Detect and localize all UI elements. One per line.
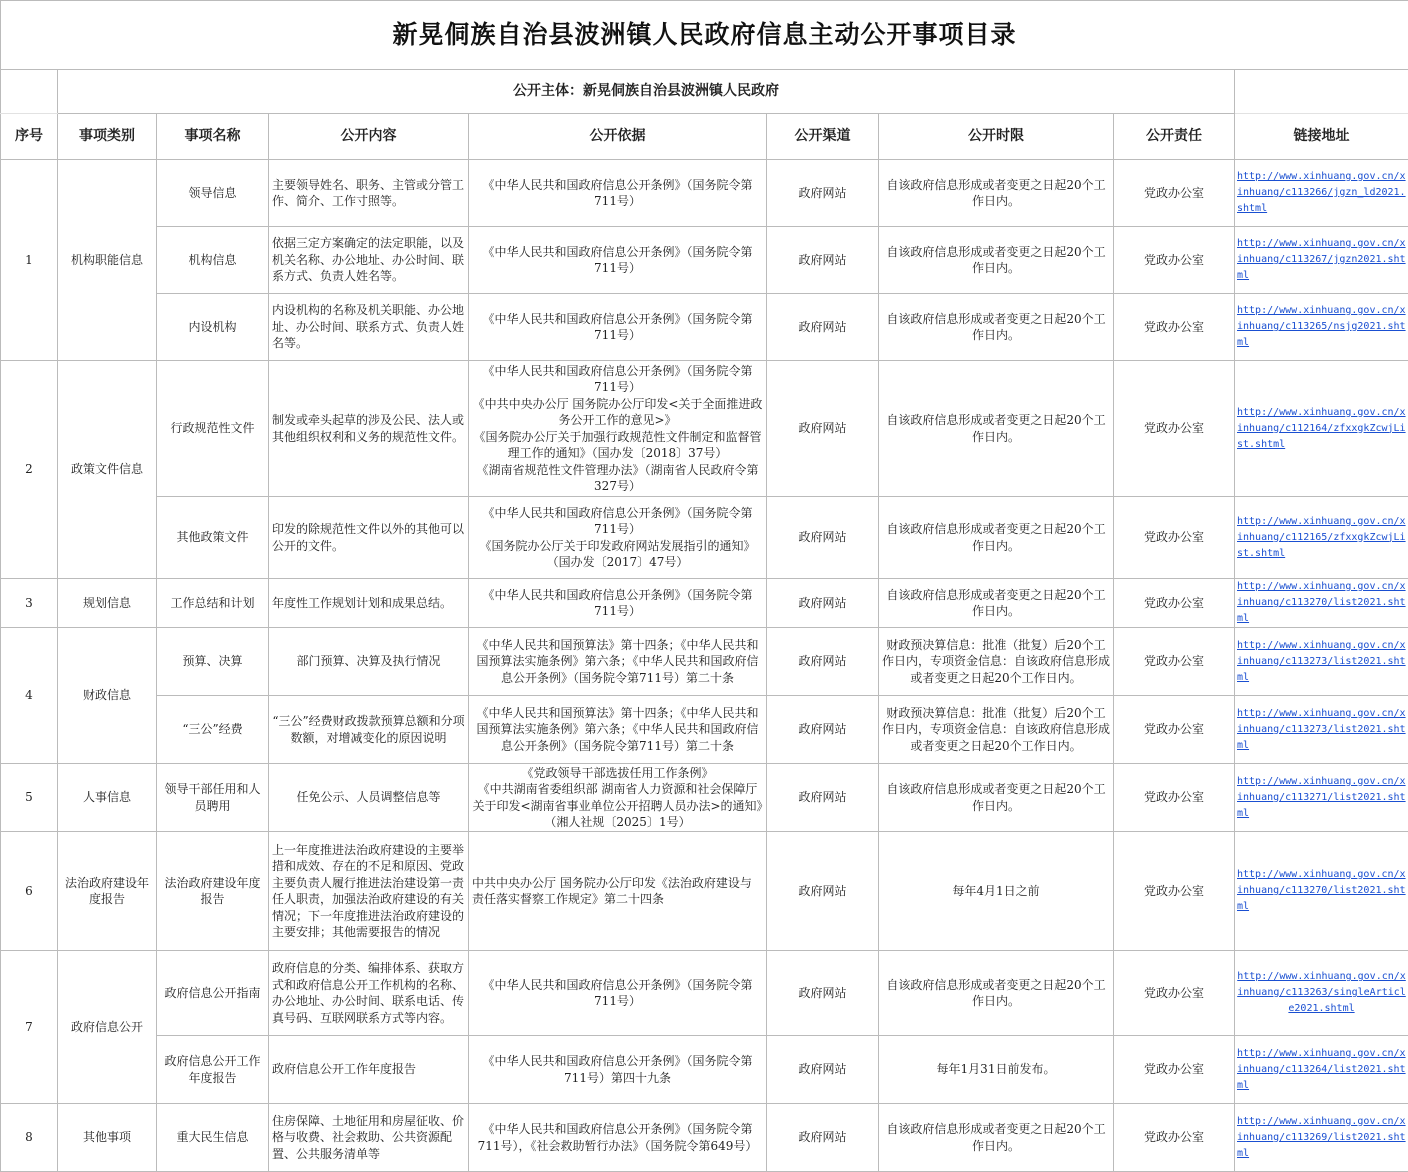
table-row xyxy=(1,361,1408,497)
link-cell[interactable]: http://www.xinhuang.gov.cn/xinhuang/c113273/list2021.shtml xyxy=(1235,696,1408,764)
channel-cell: 政府网站 xyxy=(767,832,879,951)
seq-cell: 8 xyxy=(1,1104,58,1172)
item-name-cell: 机构信息 xyxy=(157,227,269,294)
time-limit-cell: 每年1月31日前发布。 xyxy=(879,1036,1114,1104)
responsibility-cell: 党政办公室 xyxy=(1114,951,1235,1036)
link-cell[interactable]: http://www.xinhuang.gov.cn/xinhuang/c113270/list2021.shtml xyxy=(1235,832,1408,951)
table-row xyxy=(1,160,1408,227)
table-row xyxy=(1,227,1408,294)
time-limit-cell: 每年4月1日之前 xyxy=(879,832,1114,951)
item-name-cell: 重大民生信息 xyxy=(157,1104,269,1172)
category-cell: 政策文件信息 xyxy=(58,361,157,579)
time-limit-cell: 自该政府信息形成或者变更之日起20个工作日内。 xyxy=(879,361,1114,497)
seq-cell: 4 xyxy=(1,628,58,764)
table-row xyxy=(1,951,1408,1036)
basis-cell: 《中华人民共和国政府信息公开条例》（国务院令第711号）第四十九条 xyxy=(469,1036,767,1104)
basis-cell: 《中华人民共和国预算法》第十四条；《中华人民共和国预算法实施条例》第六条；《中华人民共和国政府信息公开条例》（国务院令第711号）第二十条 xyxy=(469,696,767,764)
basis-cell: 《中华人民共和国政府信息公开条例》（国务院令第711号） xyxy=(469,951,767,1036)
item-name-cell: 预算、决算 xyxy=(157,628,269,696)
category-cell: 法治政府建设年度报告 xyxy=(58,832,157,951)
channel-cell: 政府网站 xyxy=(767,361,879,497)
basis-cell: 《中华人民共和国政府信息公开条例》（国务院令第711号） xyxy=(469,294,767,361)
content-cell: “三公”经费财政拨款预算总额和分项数额，对增减变化的原因说明 xyxy=(269,696,469,764)
basis-cell: 《中华人民共和国政府信息公开条例》（国务院令第711号） xyxy=(469,160,767,227)
content-cell: 依据三定方案确定的法定职能，以及机关名称、办公地址、办公时间、联系方式、负责人姓名等。 xyxy=(269,227,469,294)
content-cell: 印发的除规范性文件以外的其他可以公开的文件。 xyxy=(269,497,469,579)
time-limit-cell: 自该政府信息形成或者变更之日起20个工作日内。 xyxy=(879,160,1114,227)
header-link: 链接地址 xyxy=(1235,114,1408,160)
time-limit-cell: 财政预决算信息：批准（批复）后20个工作日内，专项资金信息：自该政府信息形成或者变更之日起20个工作日内。 xyxy=(879,628,1114,696)
blank-cell xyxy=(1235,70,1408,114)
header-content: 公开内容 xyxy=(269,114,469,160)
category-cell: 政府信息公开 xyxy=(58,951,157,1104)
item-name-cell: 工作总结和计划 xyxy=(157,579,269,628)
category-cell: 其他事项 xyxy=(58,1104,157,1172)
link-cell[interactable]: http://www.xinhuang.gov.cn/xinhuang/c113265/nsjg2021.shtml xyxy=(1235,294,1408,361)
channel-cell: 政府网站 xyxy=(767,227,879,294)
content-cell: 主要领导姓名、职务、主管或分管工作、简介、工作寸照等。 xyxy=(269,160,469,227)
content-cell: 住房保障、土地征用和房屋征收、价格与收费、社会救助、公共资源配置、公共服务清单等 xyxy=(269,1104,469,1172)
responsibility-cell: 党政办公室 xyxy=(1114,696,1235,764)
content-cell: 制发或牵头起草的涉及公民、法人或其他组织权利和义务的规范性文件。 xyxy=(269,361,469,497)
time-limit-cell: 自该政府信息形成或者变更之日起20个工作日内。 xyxy=(879,951,1114,1036)
link-cell[interactable]: http://www.xinhuang.gov.cn/xinhuang/c113270/list2021.shtml xyxy=(1235,579,1408,628)
channel-cell: 政府网站 xyxy=(767,951,879,1036)
time-limit-cell: 自该政府信息形成或者变更之日起20个工作日内。 xyxy=(879,764,1114,832)
table-row xyxy=(1,764,1408,832)
channel-cell: 政府网站 xyxy=(767,1036,879,1104)
channel-cell: 政府网站 xyxy=(767,764,879,832)
category-cell: 人事信息 xyxy=(58,764,157,832)
header-channel: 公开渠道 xyxy=(767,114,879,160)
time-limit-cell: 自该政府信息形成或者变更之日起20个工作日内。 xyxy=(879,497,1114,579)
link-cell[interactable]: http://www.xinhuang.gov.cn/xinhuang/c113264/list2021.shtml xyxy=(1235,1036,1408,1104)
time-limit-cell: 财政预决算信息：批准（批复）后20个工作日内，专项资金信息：自该政府信息形成或者变更之日起20个工作日内。 xyxy=(879,696,1114,764)
responsibility-cell: 党政办公室 xyxy=(1114,1104,1235,1172)
channel-cell: 政府网站 xyxy=(767,1104,879,1172)
seq-cell: 5 xyxy=(1,764,58,832)
content-cell: 任免公示、人员调整信息等 xyxy=(269,764,469,832)
item-name-cell: 法治政府建设年度报告 xyxy=(157,832,269,951)
responsibility-cell: 党政办公室 xyxy=(1114,294,1235,361)
table-row xyxy=(1,832,1408,951)
item-name-cell: 领导干部任用和人员聘用 xyxy=(157,764,269,832)
link-cell[interactable]: http://www.xinhuang.gov.cn/xinhuang/c112165/zfxxgkZcwjList.shtml xyxy=(1235,497,1408,579)
item-name-cell: “三公”经费 xyxy=(157,696,269,764)
table-row xyxy=(1,497,1408,579)
item-name-cell: 政府信息公开工作年度报告 xyxy=(157,1036,269,1104)
table-row xyxy=(1,696,1408,764)
category-cell: 财政信息 xyxy=(58,628,157,764)
header-row xyxy=(1,114,1408,160)
channel-cell: 政府网站 xyxy=(767,160,879,227)
time-limit-cell: 自该政府信息形成或者变更之日起20个工作日内。 xyxy=(879,227,1114,294)
basis-cell: 《中华人民共和国政府信息公开条例》（国务院令第711号） 《国务院办公厅关于印发政府网站发展指引的通知》（国办发〔2017〕47号） xyxy=(469,497,767,579)
table-row xyxy=(1,1104,1408,1172)
responsibility-cell: 党政办公室 xyxy=(1114,160,1235,227)
item-name-cell: 行政规范性文件 xyxy=(157,361,269,497)
link-cell[interactable]: http://www.xinhuang.gov.cn/xinhuang/c112164/zfxxgkZcwjList.shtml xyxy=(1235,361,1408,497)
channel-cell: 政府网站 xyxy=(767,294,879,361)
basis-cell: 中共中央办公厅 国务院办公厅印发《法治政府建设与责任落实督察工作规定》第二十四条 xyxy=(469,832,767,951)
item-name-cell: 领导信息 xyxy=(157,160,269,227)
header-seq: 序号 xyxy=(1,114,58,160)
table-row xyxy=(1,294,1408,361)
content-cell: 上一年度推进法治政府建设的主要举措和成效、存在的不足和原因、党政主要负责人履行推进法治建设第一责任人职责，加强法治政府建设的有关情况；下一年度推进法治政府建设的主要安排；其他需要报告的情况 xyxy=(269,832,469,951)
responsibility-cell: 党政办公室 xyxy=(1114,579,1235,628)
table-row xyxy=(1,1036,1408,1104)
content-cell: 部门预算、决算及执行情况 xyxy=(269,628,469,696)
link-cell[interactable]: http://www.xinhuang.gov.cn/xinhuang/c113273/list2021.shtml xyxy=(1235,628,1408,696)
seq-cell: 6 xyxy=(1,832,58,951)
seq-cell: 7 xyxy=(1,951,58,1104)
responsibility-cell: 党政办公室 xyxy=(1114,832,1235,951)
category-cell: 机构职能信息 xyxy=(58,160,157,361)
header-responsibility: 公开责任 xyxy=(1114,114,1235,160)
seq-cell: 2 xyxy=(1,361,58,579)
channel-cell: 政府网站 xyxy=(767,497,879,579)
responsibility-cell: 党政办公室 xyxy=(1114,1036,1235,1104)
time-limit-cell: 自该政府信息形成或者变更之日起20个工作日内。 xyxy=(879,294,1114,361)
content-cell: 政府信息公开工作年度报告 xyxy=(269,1036,469,1104)
table-row xyxy=(1,628,1408,696)
time-limit-cell: 自该政府信息形成或者变更之日起20个工作日内。 xyxy=(879,579,1114,628)
header-basis: 公开依据 xyxy=(469,114,767,160)
content-cell: 内设机构的名称及机关职能、办公地址、办公时间、联系方式、负责人姓名等。 xyxy=(269,294,469,361)
basis-cell: 《党政领导干部选拔任用工作条例》 《中共湖南省委组织部 湖南省人力资源和社会保障厅关于印发<湖南省事业单位公开招聘人员办法>的通知》（湘人社规〔2025〕1号） xyxy=(469,764,767,832)
responsibility-cell: 党政办公室 xyxy=(1114,764,1235,832)
blank-cell xyxy=(1,70,58,114)
channel-cell: 政府网站 xyxy=(767,579,879,628)
responsibility-cell: 党政办公室 xyxy=(1114,361,1235,497)
link-cell[interactable]: http://www.xinhuang.gov.cn/xinhuang/c113271/list2021.shtml xyxy=(1235,764,1408,832)
content-cell: 年度性工作规划计划和成果总结。 xyxy=(269,579,469,628)
seq-cell: 3 xyxy=(1,579,58,628)
channel-cell: 政府网站 xyxy=(767,628,879,696)
item-name-cell: 内设机构 xyxy=(157,294,269,361)
header-category: 事项类别 xyxy=(58,114,157,160)
page-title: 新晃侗族自治县波洲镇人民政府信息主动公开事项目录 xyxy=(1,1,1408,70)
content-cell: 政府信息的分类、编排体系、获取方式和政府信息公开工作机构的名称、办公地址、办公时间、联系电话、传真号码、互联网联系方式等内容。 xyxy=(269,951,469,1036)
category-cell: 规划信息 xyxy=(58,579,157,628)
link-cell[interactable]: http://www.xinhuang.gov.cn/xinhuang/c113269/list2021.shtml xyxy=(1235,1104,1408,1172)
link-cell[interactable]: http://www.xinhuang.gov.cn/xinhuang/c113266/jgzn_ld2021.shtml xyxy=(1235,160,1408,227)
item-name-cell: 其他政策文件 xyxy=(157,497,269,579)
time-limit-cell: 自该政府信息形成或者变更之日起20个工作日内。 xyxy=(879,1104,1114,1172)
header-time-limit: 公开时限 xyxy=(879,114,1114,160)
basis-cell: 《中华人民共和国政府信息公开条例》（国务院令第711号） 《中共中央办公厅 国务院办公厅印发<关于全面推进政务公开工作的意见>》 《国务院办公厅关于加强行政规范性文件制定和监督管理工作的通知》（国办发〔2018〕37号） 《湖南省规范性文件管理办法》（湖南省人民政府令第327号） xyxy=(469,361,767,497)
link-cell[interactable]: http://www.xinhuang.gov.cn/xinhuang/c113263/singleArticle2021.shtml xyxy=(1235,951,1408,1036)
item-name-cell: 政府信息公开指南 xyxy=(157,951,269,1036)
header-item-name: 事项名称 xyxy=(157,114,269,160)
publisher-subject: 公开主体：新晃侗族自治县波洲镇人民政府 xyxy=(58,70,1235,114)
basis-cell: 《中华人民共和国预算法》第十四条；《中华人民共和国预算法实施条例》第六条；《中华人民共和国政府信息公开条例》（国务院令第711号）第二十条 xyxy=(469,628,767,696)
responsibility-cell: 党政办公室 xyxy=(1114,227,1235,294)
seq-cell: 1 xyxy=(1,160,58,361)
basis-cell: 《中华人民共和国政府信息公开条例》（国务院令第711号），《社会救助暂行办法》（国务院令第649号） xyxy=(469,1104,767,1172)
basis-cell: 《中华人民共和国政府信息公开条例》（国务院令第711号） xyxy=(469,227,767,294)
table-row xyxy=(1,579,1408,628)
responsibility-cell: 党政办公室 xyxy=(1114,497,1235,579)
channel-cell: 政府网站 xyxy=(767,696,879,764)
basis-cell: 《中华人民共和国政府信息公开条例》（国务院令第711号） xyxy=(469,579,767,628)
responsibility-cell: 党政办公室 xyxy=(1114,628,1235,696)
link-cell[interactable]: http://www.xinhuang.gov.cn/xinhuang/c113267/jgzn2021.shtml xyxy=(1235,227,1408,294)
